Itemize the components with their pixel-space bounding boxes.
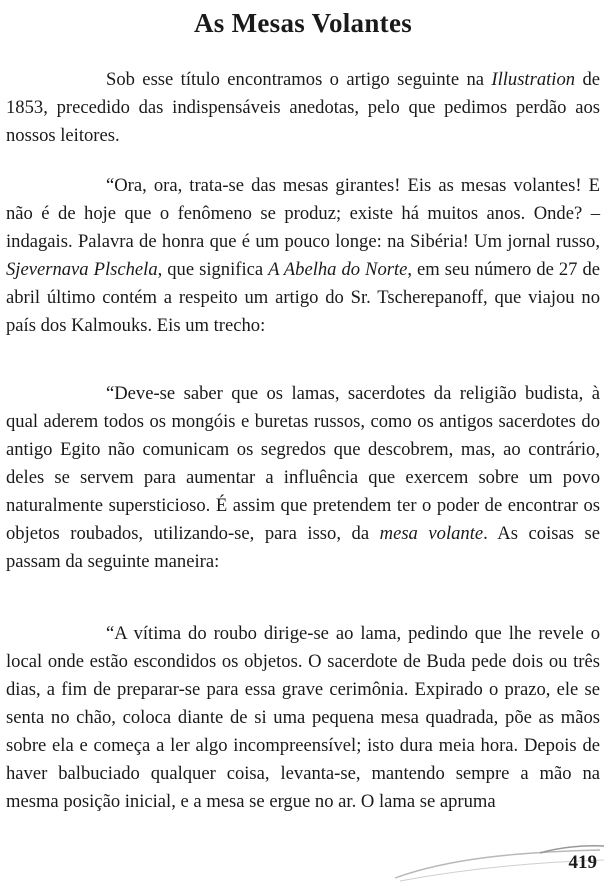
text-segment: “A vítima do roubo dirige-se ao lama, pedindo que lhe revele o local onde estão escondidos os objetos. O sacerdote de Buda pede dois ou três dias, a fim de preparar-se para essa grave cerimônia. Expirado o prazo, ele se senta no chão, coloca diante de si uma pequena mesa quadrada, põe as mãos sobre ela e começa a ler algo incompreensível; isto dura meia hora. Depois de haver balbuciado qualquer coisa, levanta-se, mantendo sempre a mão na mesma posição inicial, e a mesa se ergue no ar. O lama se apruma [6,623,600,812]
page-footer [0,838,607,886]
italic-text-segment: A Abelha do Norte [268,259,408,280]
footer-swoosh-ornament [0,838,607,886]
italic-text-segment: Illustration [491,69,576,90]
text-segment: “Deve-se saber que os lamas, sacerdotes da religião budista, à qual aderem todos os mongóis e buretas russos, como os antigos sacerdotes do antigo Egito não comunicam os segredos que descobrem, mas, ao contrário, deles se servem para aumentar a influência que exercem sobre um povo naturalmente supersticioso. É assim que pretendem ter o poder de encontrar os objetos roubados, utilizando-se, para isso, da [6,383,600,544]
text-segment: “Ora, ora, trata-se das mesas girantes! Eis as mesas volantes! E não é de hoje que o fenômeno se produz; existe há muitos anos. Onde? – indagais. Palavra de honra que é um pouco longe: na Sibéria! Um jornal russo, [6,175,600,252]
text-segment: , em seu número de 27 de abril último contém a respeito um artigo do Sr. Tscherepanoff, que viajou no país dos Kalmouks. Eis um trecho: [6,259,600,336]
paragraph-3 [6,380,600,576]
paragraph-1 [6,66,600,150]
text-segment: , que significa [157,259,269,280]
text-segment: Sob esse título encontramos o artigo seguinte na [106,69,492,90]
page-title: As Mesas Volantes [193,8,413,38]
text-segment: . As coisas se passam da seguinte maneira: [6,523,601,572]
text-segment: de 1853, precedido das indispensáveis anedotas, pelo que pedimos perdão aos nossos leitores. [6,69,600,146]
paragraph-2 [6,172,600,340]
page-number: 419 [568,852,597,873]
italic-text-segment: Sjevernava Plschela [6,259,158,280]
italic-text-segment: mesa volante [379,523,484,544]
paragraph-4 [6,620,600,816]
